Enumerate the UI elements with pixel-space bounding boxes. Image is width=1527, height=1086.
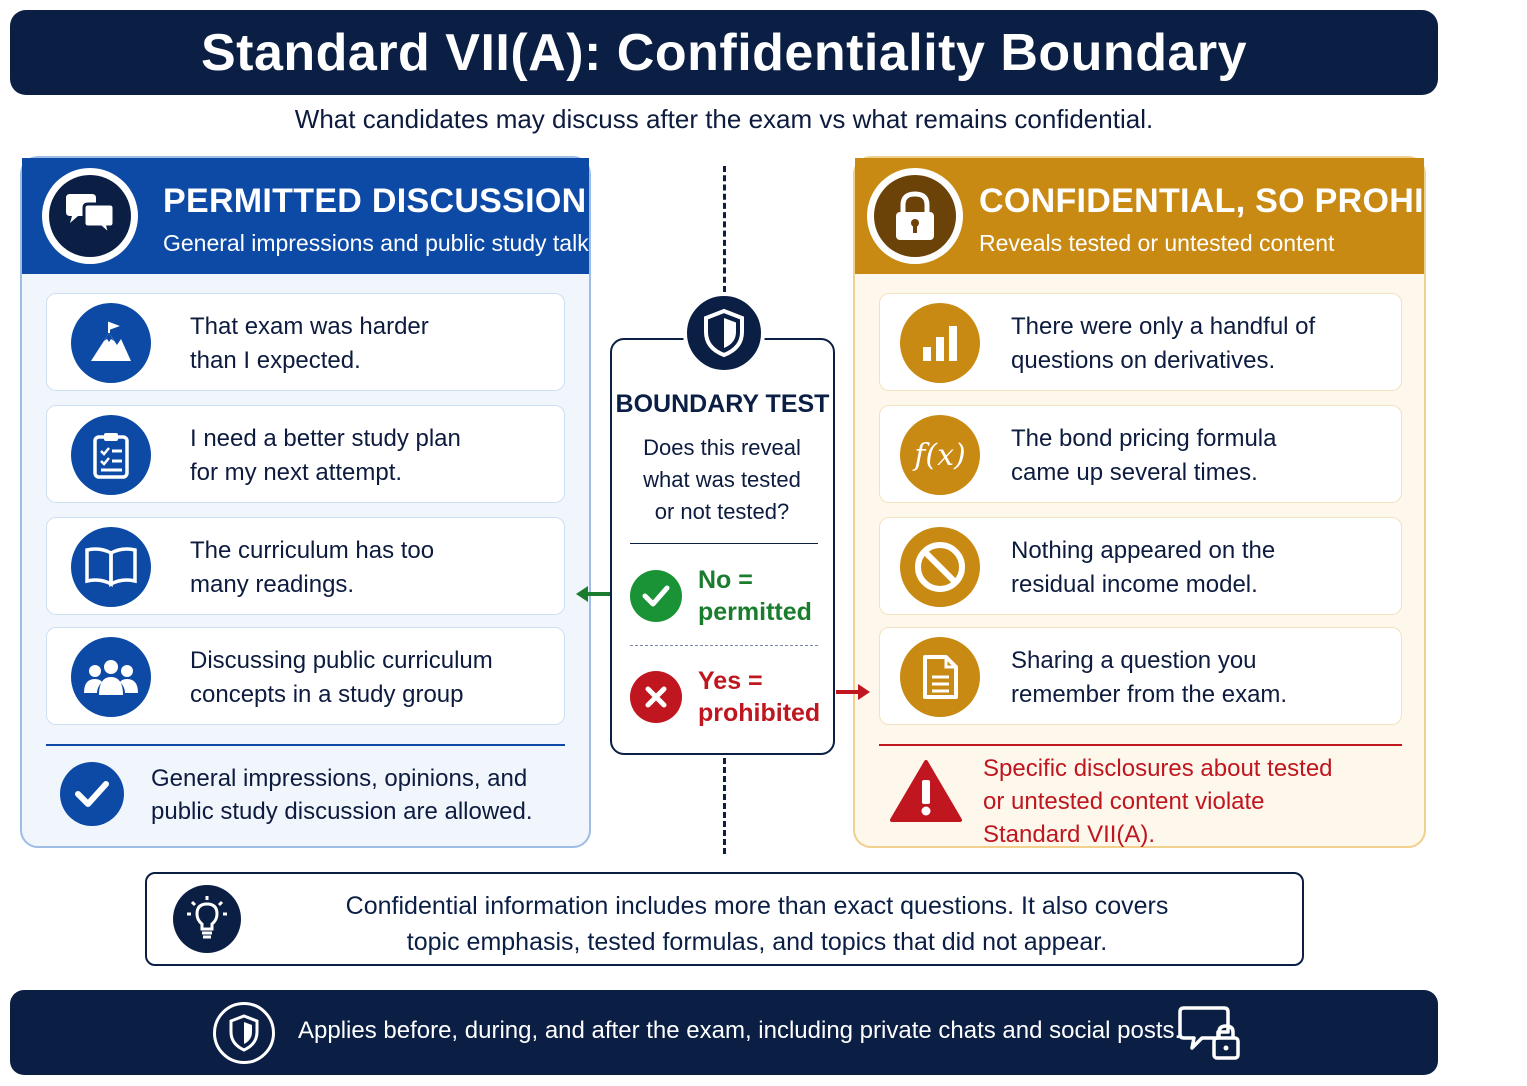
prohibited-item [879,293,1402,391]
yes-label: Yes = [698,667,763,695]
permitted-panel [20,156,591,848]
item-line: remember from the exam. [1011,681,1288,708]
prohibited-item [879,627,1402,725]
yes-prohibited-option [630,665,830,731]
prohibited-header [855,158,1527,274]
prohibited-sign-icon [900,527,980,607]
shield-icon [683,292,765,374]
prohibited-subtitle: Reveals tested or untested content [979,230,1335,256]
fx-glyph: f(x) [914,437,966,473]
group-icon [71,637,151,717]
item-line: Sharing a question you [1011,647,1257,674]
permitted-item [46,293,565,391]
question-line: what was tested [643,467,801,492]
permitted-separator [46,744,565,746]
note-line: topic emphasis, tested formulas, and topics that did not appear. [406,928,1108,956]
no-label: permitted [698,598,812,626]
green-check-icon [630,570,682,622]
permitted-item [46,627,565,725]
prohibited-separator [879,744,1402,746]
item-line: residual income model. [1011,571,1258,598]
prohibited-item [879,517,1402,615]
center-divider-bottom [723,758,726,854]
lightbulb-icon [173,885,241,953]
center-divider-top [723,166,726,292]
prohibited-title: CONFIDENTIAL, SO PROHIBITED [979,182,1527,220]
boundary-rule [630,543,818,544]
clipboard-checklist-icon [71,415,151,495]
yes-label: prohibited [698,699,821,727]
speech-bubbles-icon [42,168,138,264]
page-title: Standard VII(A): Confidentiality Boundary [200,23,1248,82]
page-subtitle: What candidates may discuss after the exam vs what remains confidential. [294,104,1154,134]
item-line: I need a better study plan [190,425,461,452]
mountain-flag-icon [71,303,151,383]
permitted-header [22,158,589,274]
info-note [145,872,1304,966]
item-line: The curriculum has too [190,537,435,564]
arrow-to-prohibited-icon [834,681,872,703]
boundary-dashed-rule [630,645,818,646]
note-line: Confidential information includes more than exact questions. It also covers [345,892,1169,920]
bar-chart-icon [900,303,980,383]
item-line: That exam was harder [190,313,429,340]
arrow-to-permitted-icon [574,583,612,605]
permitted-footer: public study discussion are allowed. [151,798,533,825]
bottom-text: Applies before, during, and after the exam, including private chats and social posts. [298,1017,1182,1044]
title-bar [10,10,1438,95]
item-line: many readings. [190,571,355,598]
item-line: Nothing appeared on the [1011,537,1276,564]
boundary-test-title: BOUNDARY TEST [615,390,830,418]
red-x-icon [630,671,682,723]
question-line: or not tested? [654,499,790,524]
prohibited-footer: Standard VII(A). [983,821,1156,848]
warning-triangle-icon [889,758,963,824]
permitted-item [46,405,565,503]
item-line: There were only a handful of [1011,313,1316,340]
no-label: No = [698,566,753,594]
check-circle-icon [60,762,124,826]
item-line: The bond pricing formula [1011,425,1277,452]
prohibited-item [879,405,1402,503]
prohibited-panel [853,156,1527,848]
prohibited-footer: Specific disclosures about tested [983,755,1333,782]
shield-outline-icon [213,1002,275,1064]
function-fx-icon [900,415,980,495]
item-line: than I expected. [190,347,361,374]
open-book-icon [71,527,151,607]
boundary-test-question [622,432,822,528]
item-line: questions on derivatives. [1011,347,1276,374]
permitted-item [46,517,565,615]
question-line: Does this reveal [643,435,801,460]
boundary-test-box [610,338,835,755]
item-line: came up several times. [1011,459,1258,486]
item-line: for my next attempt. [190,459,403,486]
prohibited-footer: or untested content violate [983,788,1265,815]
permitted-subtitle: General impressions and public study talk [163,230,589,256]
bottom-bar [10,990,1438,1075]
no-permitted-option [630,564,830,630]
chat-lock-icon [1178,1004,1248,1064]
permitted-title: PERMITTED DISCUSSION [163,182,587,220]
item-line: Discussing public curriculum [190,647,493,674]
permitted-footer: General impressions, opinions, and [151,765,528,792]
item-line: concepts in a study group [190,681,464,708]
document-icon [900,637,980,717]
padlock-icon [867,168,963,264]
